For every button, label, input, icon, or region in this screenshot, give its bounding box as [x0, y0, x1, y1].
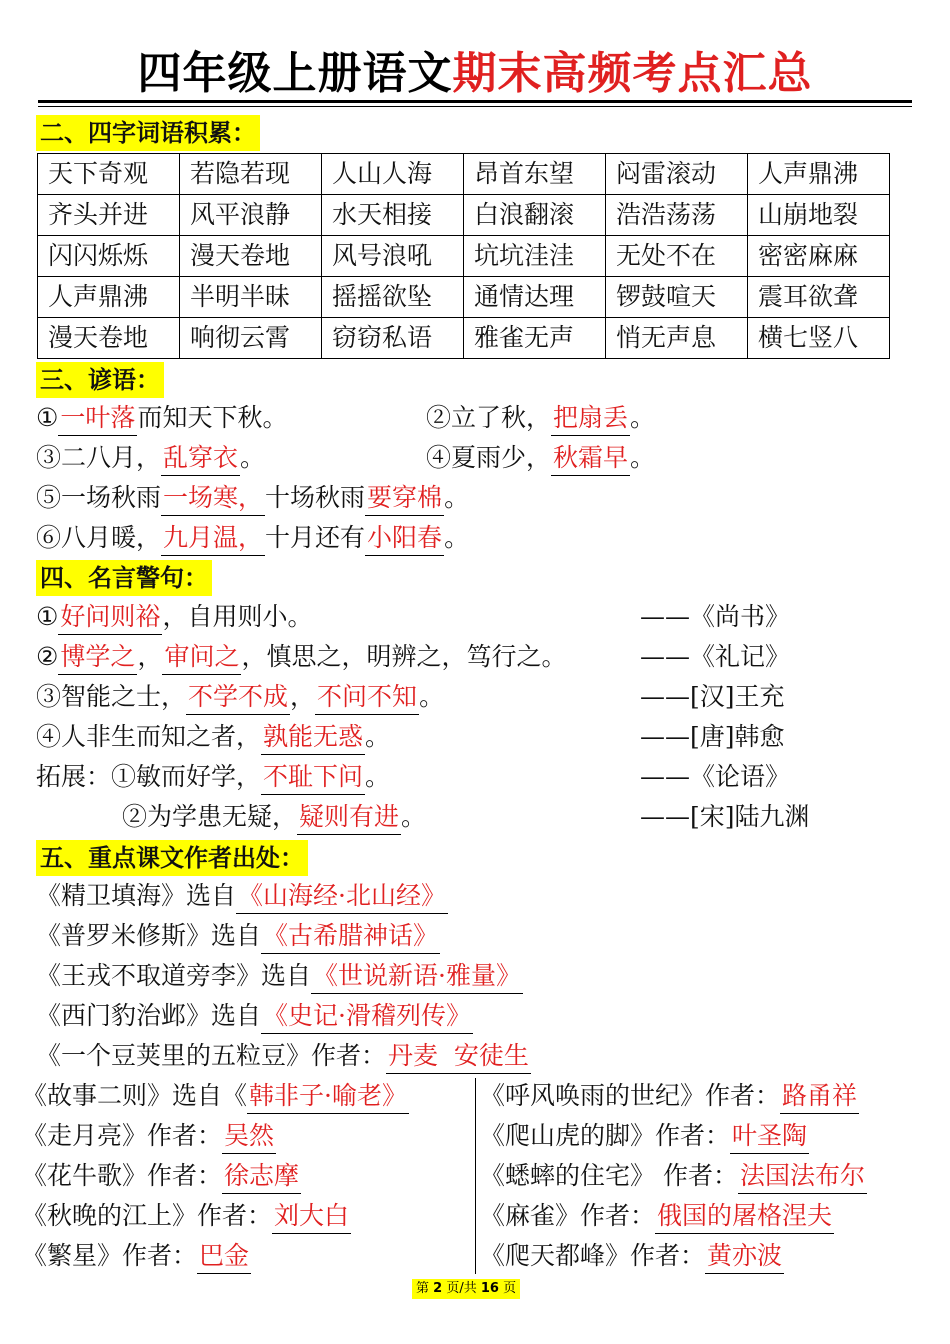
idiom-cell: 锣鼓喧天 — [606, 277, 748, 318]
author-left-1: 《故事二则》选自《韩非子·喻老》 — [22, 1076, 409, 1116]
origin-5: 《一个豆荚里的五粒豆》作者：丹麦 安徒生 — [36, 1036, 531, 1076]
idiom-cell: 摇摇欲坠 — [322, 277, 464, 318]
answer-blank: 刘大白 — [272, 1199, 351, 1234]
proverb-5: ⑤一场秋雨一场寒，十场秋雨要穿棉。 — [36, 478, 469, 518]
answer-blank: 《山海经·北山经》 — [236, 879, 448, 914]
answer-blank: 黄亦波 — [705, 1239, 784, 1274]
quote-5-source: ——《论语》 — [640, 762, 791, 791]
quote-1: ①好问则裕，自用则小。 — [36, 597, 312, 637]
title-red: 期末高频考点汇总 — [452, 48, 813, 99]
origin-4: 《西门豹治邺》选自《史记·滑稽列传》 — [36, 996, 473, 1036]
quote-2: ②博学之，审问之，慎思之，明辨之，笃行之。 — [36, 637, 566, 677]
idiom-cell: 人山人海 — [322, 154, 464, 195]
answer-blank: 孰能无惑 — [261, 720, 365, 755]
idiom-cell: 浩浩荡荡 — [606, 195, 748, 236]
idiom-cell: 悄无声息 — [606, 318, 748, 359]
answer-blank: 不学不成 — [186, 680, 290, 715]
answer-blank: 俄国的屠格涅夫 — [655, 1199, 834, 1234]
author-right-5: 《爬天都峰》作者：黄亦波 — [480, 1236, 784, 1276]
quote-6-source: ——[宋]陆九渊 — [640, 802, 810, 831]
idiom-cell: 密密麻麻 — [748, 236, 890, 277]
quote-3-source: ——[汉]王充 — [640, 682, 785, 711]
idiom-cell: 昂首东望 — [464, 154, 606, 195]
answer-blank: 法国法布尔 — [738, 1159, 867, 1194]
quote-5: 拓展：①敏而好学，不耻下问。 — [36, 757, 390, 797]
answer-blank: 要穿棉 — [365, 481, 444, 516]
answer-blank: 不问不知 — [315, 680, 419, 715]
quote-6: ②为学患无疑，疑则有进。 — [122, 797, 426, 837]
answer-blank: 疑则有进 — [297, 800, 401, 835]
column-divider — [475, 1078, 476, 1274]
author-right-4: 《麻雀》作者：俄国的屠格涅夫 — [480, 1196, 834, 1236]
idiom-table — [37, 153, 890, 359]
idiom-cell: 风平浪静 — [180, 195, 322, 236]
idiom-cell: 漫天卷地 — [38, 318, 180, 359]
answer-blank: 《古希腊神话》 — [261, 919, 440, 954]
idiom-cell: 闷雷滚动 — [606, 154, 748, 195]
author-left-5: 《繁星》作者：巴金 — [22, 1236, 251, 1276]
idiom-cell: 无处不在 — [606, 236, 748, 277]
quote-2-source: ——《礼记》 — [640, 642, 791, 671]
page-number: 第 2 页/共 16 页 — [412, 1279, 520, 1299]
author-right-2: 《爬山虎的脚》作者：叶圣陶 — [480, 1116, 809, 1156]
idiom-cell: 震耳欲聋 — [748, 277, 890, 318]
page-title — [0, 44, 950, 104]
answer-blank: 《世说新语·雅量》 — [311, 959, 523, 994]
idiom-cell: 坑坑洼洼 — [464, 236, 606, 277]
proverb-6: ⑥八月暖，九月温，十月还有小阳春。 — [36, 518, 469, 558]
idiom-cell: 漫天卷地 — [180, 236, 322, 277]
idiom-cell: 半明半昧 — [180, 277, 322, 318]
idiom-row — [38, 154, 890, 195]
answer-blank: 一叶落 — [58, 401, 137, 436]
idiom-cell: 闪闪烁烁 — [38, 236, 180, 277]
quote-3: ③智能之士，不学不成，不问不知。 — [36, 677, 444, 717]
answer-blank: 乱穿衣 — [161, 441, 240, 476]
proverb-2: ②立了秋，把扇丢。 — [426, 398, 655, 438]
answer-blank: 一场寒， — [161, 481, 265, 516]
author-left-2: 《走月亮》作者：吴然 — [22, 1116, 276, 1156]
idiom-cell: 响彻云霄 — [180, 318, 322, 359]
answer-blank: 吴然 — [222, 1119, 276, 1154]
idiom-cell: 窃窃私语 — [322, 318, 464, 359]
answer-blank: 巴金 — [197, 1239, 251, 1274]
idiom-cell: 人声鼎沸 — [38, 277, 180, 318]
answer-blank: 九月温， — [161, 521, 265, 556]
idiom-cell: 雅雀无声 — [464, 318, 606, 359]
origin-1: 《精卫填海》选自《山海经·北山经》 — [36, 876, 448, 916]
answer-blank: 不耻下问 — [261, 760, 365, 795]
author-right-3: 《蟋蟀的住宅》 作者：法国法布尔 — [480, 1156, 867, 1196]
section5-heading: 五、重点课文作者出处： — [36, 840, 308, 876]
quote-4: ④人非生而知之者，孰能无惑。 — [36, 717, 390, 757]
quote-1-source: ——《尚书》 — [640, 602, 791, 631]
idiom-cell: 天下奇观 — [38, 154, 180, 195]
idiom-row — [38, 195, 890, 236]
title-rule-thin — [38, 106, 912, 107]
author-right-1: 《呼风唤雨的世纪》作者：路甬祥 — [480, 1076, 859, 1116]
title-rule-thick — [38, 100, 912, 103]
idiom-row — [38, 318, 890, 359]
idiom-cell: 白浪翻滚 — [464, 195, 606, 236]
idiom-row — [38, 236, 890, 277]
idiom-cell: 齐头并进 — [38, 195, 180, 236]
title-black: 四年级上册语文 — [137, 48, 453, 99]
answer-blank: 路甬祥 — [780, 1079, 859, 1114]
section2-heading: 二、四字词语积累： — [36, 115, 260, 151]
section3-heading: 三、谚语： — [36, 362, 164, 398]
origin-2: 《普罗米修斯》选自《古希腊神话》 — [36, 916, 440, 956]
answer-blank: 《史记·滑稽列传》 — [261, 999, 473, 1034]
proverb-3: ③二八月，乱穿衣。 — [36, 438, 265, 478]
proverb-4: ④夏雨少，秋霜早。 — [426, 438, 655, 478]
answer-blank: 好问则裕 — [58, 600, 162, 635]
answer-blank: 把扇丢 — [551, 401, 630, 436]
author-left-4: 《秋晚的江上》作者：刘大白 — [22, 1196, 351, 1236]
origin-3: 《王戎不取道旁李》选自《世说新语·雅量》 — [36, 956, 523, 996]
idiom-cell: 风号浪吼 — [322, 236, 464, 277]
idiom-cell: 若隐若现 — [180, 154, 322, 195]
answer-blank: 叶圣陶 — [730, 1119, 809, 1154]
idiom-cell: 横七竖八 — [748, 318, 890, 359]
idiom-cell: 山崩地裂 — [748, 195, 890, 236]
answer-blank: 韩非子·喻老》 — [247, 1079, 409, 1114]
proverb-1: ①一叶落而知天下秋。 — [36, 398, 287, 438]
answer-blank: 丹麦 安徒生 — [386, 1039, 531, 1074]
answer-blank: 小阳春 — [365, 521, 444, 556]
idiom-cell: 水天相接 — [322, 195, 464, 236]
answer-blank: 审问之 — [162, 640, 241, 675]
answer-blank: 徐志摩 — [222, 1159, 301, 1194]
author-left-3: 《花牛歌》作者：徐志摩 — [22, 1156, 301, 1196]
idiom-cell: 人声鼎沸 — [748, 154, 890, 195]
section4-heading: 四、名言警句： — [36, 560, 212, 596]
quote-4-source: ——[唐]韩愈 — [640, 722, 785, 751]
idiom-row — [38, 277, 890, 318]
answer-blank: 博学之 — [58, 640, 137, 675]
idiom-cell: 通情达理 — [464, 277, 606, 318]
answer-blank: 秋霜早 — [551, 441, 630, 476]
